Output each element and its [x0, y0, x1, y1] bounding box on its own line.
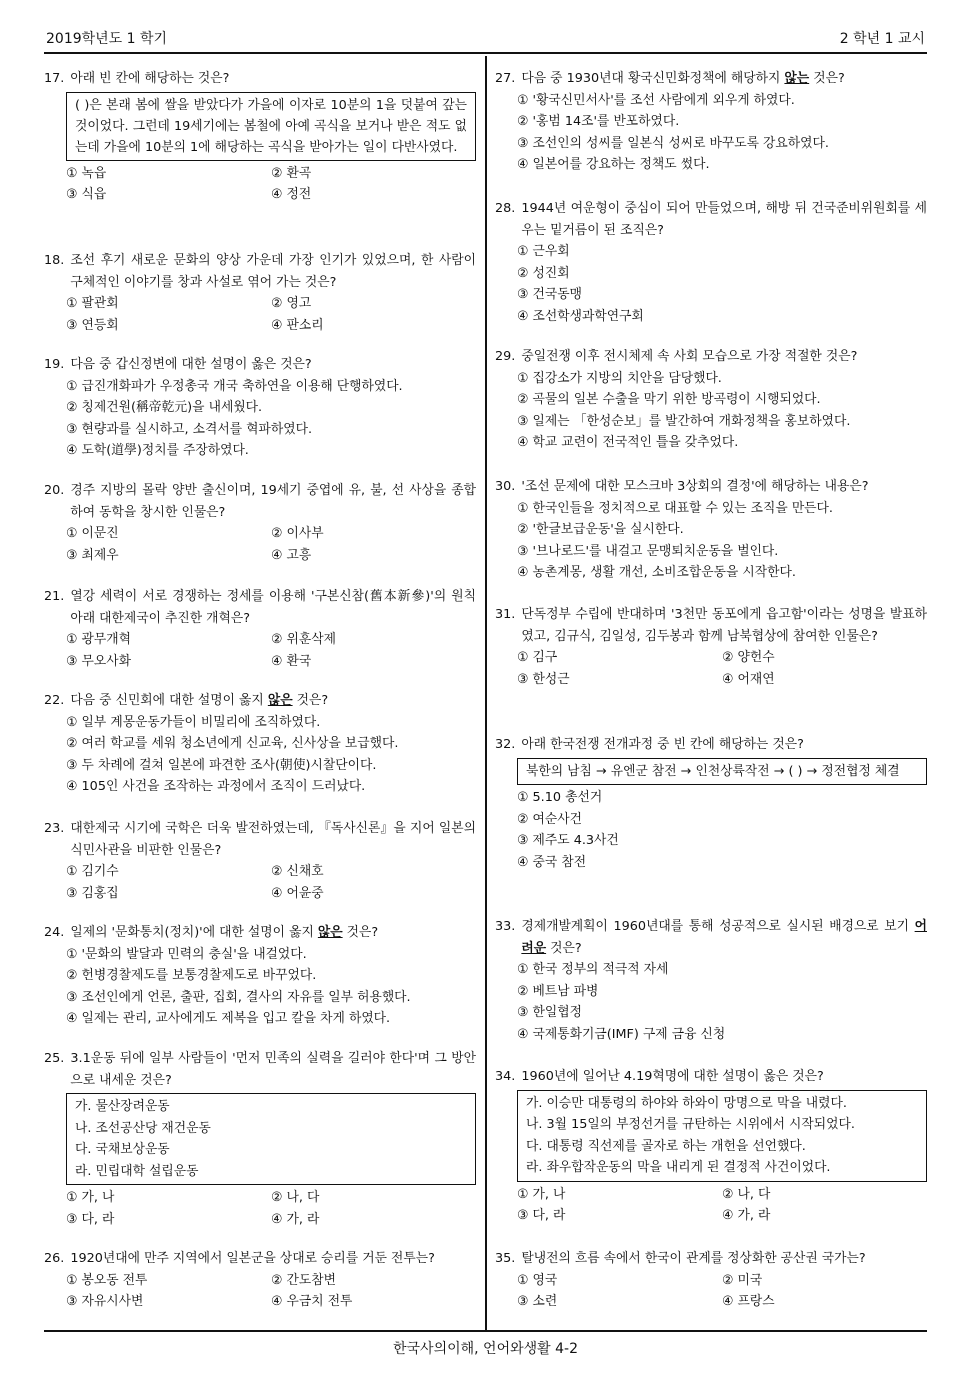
options	[44, 944, 476, 1030]
option-1[interactable]: ① 일부 계몽운동가들이 비밀리에 조직하였다.	[66, 714, 321, 730]
option-2[interactable]: ② 헌병경찰제도를 보통경찰제도로 바꾸었다.	[66, 968, 317, 983]
options	[44, 629, 476, 672]
question-text: 단독정부 수립에 반대하며 '3천만 동포에게 읍고함'이라는 성명을 발표하였고, 김규식, 김일성, 김두봉과 함께 남북협상에 참여한 인물은?	[521, 607, 927, 644]
option-1[interactable]: ① 근우회	[517, 244, 570, 259]
option-3[interactable]: ③ 제주도 4.3사건	[517, 833, 619, 848]
question-number: 23.	[44, 821, 65, 836]
question-text: 경주 지방의 몰락 양반 출신이며, 19세기 중엽에 유, 불, 선 사상을 종합하여 동학을 창시한 인물은?	[70, 483, 476, 520]
option-4[interactable]: ④ 가, 라	[271, 1211, 320, 1227]
question-text: 대한제국 시기에 국학은 더욱 발전하였는데, 『독사신론』을 지어 일본의 식민사관을 비판한 인물은?	[70, 821, 476, 858]
option-3[interactable]: ③ 건국동맹	[517, 287, 582, 302]
option-1[interactable]: ① '황국신민서사'를 조선 사람에게 외우게 하였다.	[517, 92, 795, 108]
exam-term: 2019학년도 1 학기	[46, 31, 168, 47]
option-2[interactable]: ② 양헌수	[722, 650, 775, 665]
box-item: 나. 3월 15일의 부정선거를 규탄하는 시위에서 시작되었다.	[526, 1117, 855, 1132]
option-2[interactable]: ② 환곡	[271, 165, 312, 181]
option-4[interactable]: ④ 농촌계몽, 생활 개선, 소비조합운동을 시작한다.	[517, 565, 796, 580]
option-4[interactable]: ④ 국제통화기금(IMF) 구제 금융 신청	[517, 1026, 726, 1042]
emphasis-underline: 않은	[267, 693, 293, 708]
question-21	[44, 586, 476, 672]
option-4[interactable]: ④ 학교 교련이 전국적인 틀을 갖추었다.	[517, 435, 739, 450]
option-3[interactable]: ③ 다, 라	[66, 1211, 115, 1227]
question-19	[44, 354, 476, 462]
option-1[interactable]: ① '문화의 발달과 민력의 충실'을 내걸었다.	[66, 946, 307, 962]
option-2[interactable]: ② 영고	[271, 296, 312, 311]
question-number: 28.	[495, 201, 516, 216]
question-number: 33.	[495, 919, 516, 934]
options	[44, 861, 476, 904]
question-number: 20.	[44, 483, 65, 498]
option-4[interactable]: ④ 가, 라	[722, 1208, 771, 1223]
option-3[interactable]: ③ 현량과를 실시하고, 소격서를 혁파하였다.	[66, 421, 313, 437]
question-text: 다음 중 신민회에 대한 설명이 옳지 않은 것은?	[70, 693, 329, 708]
question-25	[44, 1048, 476, 1230]
question-text: 탈냉전의 흐름 속에서 한국이 관계를 정상화한 공산권 국가는?	[521, 1251, 866, 1266]
options	[44, 376, 476, 462]
question-text: 중일전쟁 이후 전시체제 속 사회 모습으로 가장 적절한 것은?	[521, 349, 858, 364]
question-number: 27.	[495, 71, 516, 86]
options	[44, 1270, 476, 1313]
question-text: 아래 빈 칸에 해당하는 것은?	[70, 71, 230, 86]
question-box: 북한의 남침 → 유엔군 참전 → 인천상륙작전 → ( ) → 정전협정 체결	[517, 758, 927, 786]
option-4[interactable]: ④ 어윤중	[271, 885, 324, 901]
option-4[interactable]: ④ 환국	[271, 653, 312, 669]
option-1[interactable]: ① 가, 나	[517, 1186, 566, 1202]
box-item: 가. 물산장려운동	[75, 1099, 170, 1114]
option-1[interactable]: ① 집강소가 지방의 치안을 담당했다.	[517, 370, 722, 386]
options	[495, 241, 927, 327]
option-1[interactable]: ① 한국인들을 정치적으로 대표할 수 있는 조직을 만든다.	[517, 500, 833, 516]
question-text: 열강 세력이 서로 경쟁하는 정세를 이용해 '구본신참(舊本新參)'의 원칙 아래 대한제국이 추진한 개혁은?	[70, 589, 476, 626]
option-4[interactable]: ④ 정전	[271, 187, 312, 202]
option-2[interactable]: ② 미국	[722, 1272, 763, 1288]
question-35	[495, 1248, 927, 1313]
question-text: 경제개발계획이 1960년대를 통해 성공적으로 실시된 배경으로 보기 어려운 것은?	[521, 919, 927, 956]
box-item: 다. 국채보상운동	[75, 1142, 170, 1157]
exam-grade-period: 2 학년 1 교시	[839, 31, 925, 47]
emphasis-underline: 않는	[784, 71, 810, 86]
question-text: 일제의 '문화통치(정치)'에 대한 설명이 옳지 않은 것은?	[70, 925, 379, 940]
option-3[interactable]: ③ 한성근	[517, 671, 570, 687]
question-number: 19.	[44, 357, 65, 372]
option-4[interactable]: ④ 105인 사건을 조작하는 과정에서 조직이 드러났다.	[66, 779, 366, 794]
option-2[interactable]: ② 신채호	[271, 864, 324, 879]
option-3[interactable]: ③ '브나로드'를 내걸고 문맹퇴치운동을 벌인다.	[517, 543, 779, 559]
option-1[interactable]: ① 김구	[517, 650, 558, 665]
options	[44, 523, 476, 566]
option-4[interactable]: ④ 프랑스	[722, 1294, 775, 1309]
option-2[interactable]: ② 베트남 파병	[517, 983, 599, 999]
question-28	[495, 198, 927, 327]
question-24	[44, 922, 476, 1030]
question-box	[66, 1093, 476, 1185]
options	[44, 163, 476, 206]
option-2[interactable]: ② 이사부	[271, 526, 324, 541]
question-23	[44, 818, 476, 904]
option-1[interactable]: ① 봉오동 전투	[66, 1272, 148, 1288]
option-4[interactable]: ④ 판소리	[271, 317, 324, 333]
question-33	[495, 916, 927, 1045]
option-3[interactable]: ③ 최제우	[66, 547, 119, 563]
options	[44, 293, 476, 336]
option-3[interactable]: ③ 자유시사변	[66, 1294, 144, 1309]
box-item: 나. 조선공산당 재건운동	[75, 1120, 211, 1136]
box-item: 다. 대통령 직선제를 골자로 하는 개헌을 선언했다.	[526, 1138, 806, 1154]
question-26	[44, 1248, 476, 1313]
question-text: 아래 한국전쟁 전개과정 중 빈 칸에 해당하는 것은?	[521, 737, 804, 752]
option-3[interactable]: ③ 다, 라	[517, 1208, 566, 1223]
option-1[interactable]: ① 급진개화파가 우정총국 개국 축하연을 이용해 단행하였다.	[66, 378, 403, 394]
option-1[interactable]: ① 한국 정부의 적극적 자세	[517, 962, 669, 977]
option-1[interactable]: ① 김기수	[66, 864, 119, 879]
option-1[interactable]: ① 5.10 총선거	[517, 790, 603, 805]
question-text: 1944년 여운형이 중심이 되어 만들었으며, 해방 뒤 건국준비위원회를 세우는 밑거름이 된 조직은?	[521, 201, 927, 238]
option-2[interactable]: ② 성진회	[517, 265, 570, 281]
question-text: '조선 문제에 대한 모스크바 3상회의 결정'에 해당하는 내용은?	[521, 479, 869, 494]
option-1[interactable]: ① 광무개혁	[66, 632, 131, 647]
question-number: 17.	[44, 71, 65, 86]
question-number: 24.	[44, 925, 65, 940]
question-31	[495, 604, 927, 690]
option-2[interactable]: ② '홍범 14조'를 반포하였다.	[517, 114, 680, 129]
question-number: 25.	[44, 1051, 65, 1066]
question-text: 3.1운동 뒤에 일부 사람들이 '먼저 민족의 실력을 길러야 한다'며 그 방안으로 내세운 것은?	[70, 1051, 476, 1088]
question-box: ( )은 본래 봄에 쌀을 받았다가 가을에 이자로 10분의 1을 덧붙여 갚는 것이었다. 그런데 19세기에는 봄철에 아예 곡식을 보거나 받은 적도 없는데 가을에 10분의 1에 해당하는 곡식을 받아가는 일이 다반사였다.	[66, 92, 476, 161]
option-2[interactable]: ② 위훈삭제	[271, 632, 336, 647]
question-27	[495, 68, 927, 176]
option-3[interactable]: ③ 한일협정	[517, 1005, 582, 1020]
question-box	[517, 1090, 927, 1182]
question-text: 1920년대에 만주 지역에서 일본군을 상대로 승리를 거둔 전투는?	[70, 1251, 435, 1266]
question-number: 35.	[495, 1251, 516, 1266]
question-text: 조선 후기 새로운 문화의 양상 가운데 가장 인기가 있었으며, 한 사람이 구체적인 이야기를 창과 사설로 엮어 가는 것은?	[70, 253, 476, 290]
option-3[interactable]: ③ 일제는 「한성순보」를 발간하여 개화정책을 홍보하였다.	[517, 413, 851, 429]
option-1[interactable]: ① 영국	[517, 1272, 558, 1288]
box-item: 라. 좌우합작운동의 막을 내리게 된 결정적 사건이었다.	[526, 1160, 831, 1175]
option-4[interactable]: ④ 조선학생과학연구회	[517, 308, 644, 324]
question-number: 30.	[495, 479, 516, 494]
options	[495, 959, 927, 1045]
option-1[interactable]: ① 녹읍	[66, 165, 107, 181]
header-divider	[44, 52, 927, 54]
option-3[interactable]: ③ 두 차례에 걸쳐 일본에 파견한 조사(朝使)시찰단이다.	[66, 757, 377, 773]
options	[495, 787, 927, 873]
box-item: 라. 민립대학 설립운동	[75, 1163, 199, 1179]
question-34	[495, 1066, 927, 1227]
option-2[interactable]: ② 나, 다	[722, 1186, 771, 1202]
option-3[interactable]: ③ 식읍	[66, 187, 107, 202]
option-3[interactable]: ③ 무오사화	[66, 653, 131, 669]
emphasis-underline: 어려운	[521, 919, 927, 956]
question-22	[44, 690, 476, 798]
question-17	[44, 68, 476, 206]
option-2[interactable]: ② '한글보급운동'을 실시한다.	[517, 522, 684, 537]
option-4[interactable]: ④ 도학(道學)정치를 주장하였다.	[66, 443, 249, 458]
option-4[interactable]: ④ 일본어를 강요하는 정책도 썼다.	[517, 157, 710, 172]
question-30	[495, 476, 927, 584]
option-3[interactable]: ③ 연등회	[66, 317, 119, 333]
option-2[interactable]: ② 나, 다	[271, 1190, 320, 1205]
options	[44, 712, 476, 798]
question-number: 34.	[495, 1069, 516, 1084]
question-20	[44, 480, 476, 566]
options	[44, 1187, 476, 1230]
question-text: 다음 중 1930년대 황국신민화정책에 해당하지 않는 것은?	[521, 71, 845, 86]
emphasis-underline: 않은	[317, 925, 343, 940]
option-3[interactable]: ③ 조선인의 성씨를 일본식 성씨로 바꾸도록 강요하였다.	[517, 135, 829, 151]
option-4[interactable]: ④ 우금치 전투	[271, 1294, 353, 1309]
option-1[interactable]: ① 가, 나	[66, 1190, 115, 1205]
question-number: 31.	[495, 607, 516, 622]
question-number: 32.	[495, 737, 516, 752]
option-2[interactable]: ② 곡물의 일본 수출을 막기 위한 방곡령이 시행되었다.	[517, 392, 821, 407]
box-item: 가. 이승만 대통령의 하야와 하와이 망명으로 막을 내렸다.	[526, 1095, 847, 1111]
option-4[interactable]: ④ 일제는 관리, 교사에게도 제복을 입고 칼을 차게 하였다.	[66, 1011, 391, 1026]
question-number: 22.	[44, 693, 65, 708]
options	[495, 1184, 927, 1227]
option-2[interactable]: ② 여순사건	[517, 811, 582, 827]
options	[495, 1270, 927, 1313]
option-1[interactable]: ① 팔관회	[66, 296, 119, 311]
question-number: 26.	[44, 1251, 65, 1266]
question-29	[495, 346, 927, 454]
option-4[interactable]: ④ 고흥	[271, 547, 312, 563]
question-number: 21.	[44, 589, 65, 604]
question-text: 1960년에 일어난 4.19혁명에 대한 설명이 옳은 것은?	[521, 1069, 824, 1084]
column-divider	[485, 56, 487, 1330]
options	[495, 498, 927, 584]
page-footer: 한국사의이해, 언어와생활 4-2	[393, 1341, 578, 1357]
option-3[interactable]: ③ 김홍집	[66, 885, 119, 901]
option-2[interactable]: ② 간도참변	[271, 1272, 336, 1288]
question-18	[44, 250, 476, 336]
option-4[interactable]: ④ 어재연	[722, 671, 775, 687]
footer-divider	[44, 1330, 927, 1332]
option-2[interactable]: ② 여러 학교를 세워 청소년에게 신교육, 신사상을 보급했다.	[66, 736, 399, 751]
option-4[interactable]: ④ 중국 참전	[517, 854, 587, 870]
question-number: 18.	[44, 253, 65, 268]
options	[495, 368, 927, 454]
options	[495, 647, 927, 690]
question-text: 다음 중 갑신정변에 대한 설명이 옳은 것은?	[70, 357, 312, 372]
question-32	[495, 734, 927, 873]
option-3[interactable]: ③ 소련	[517, 1294, 558, 1309]
option-3[interactable]: ③ 조선인에게 언론, 출판, 집회, 결사의 자유를 일부 허용했다.	[66, 989, 411, 1005]
option-1[interactable]: ① 이문진	[66, 526, 119, 541]
option-2[interactable]: ② 칭제건원(稱帝乾元)을 내세웠다.	[66, 400, 263, 415]
options	[495, 90, 927, 176]
question-number: 29.	[495, 349, 516, 364]
